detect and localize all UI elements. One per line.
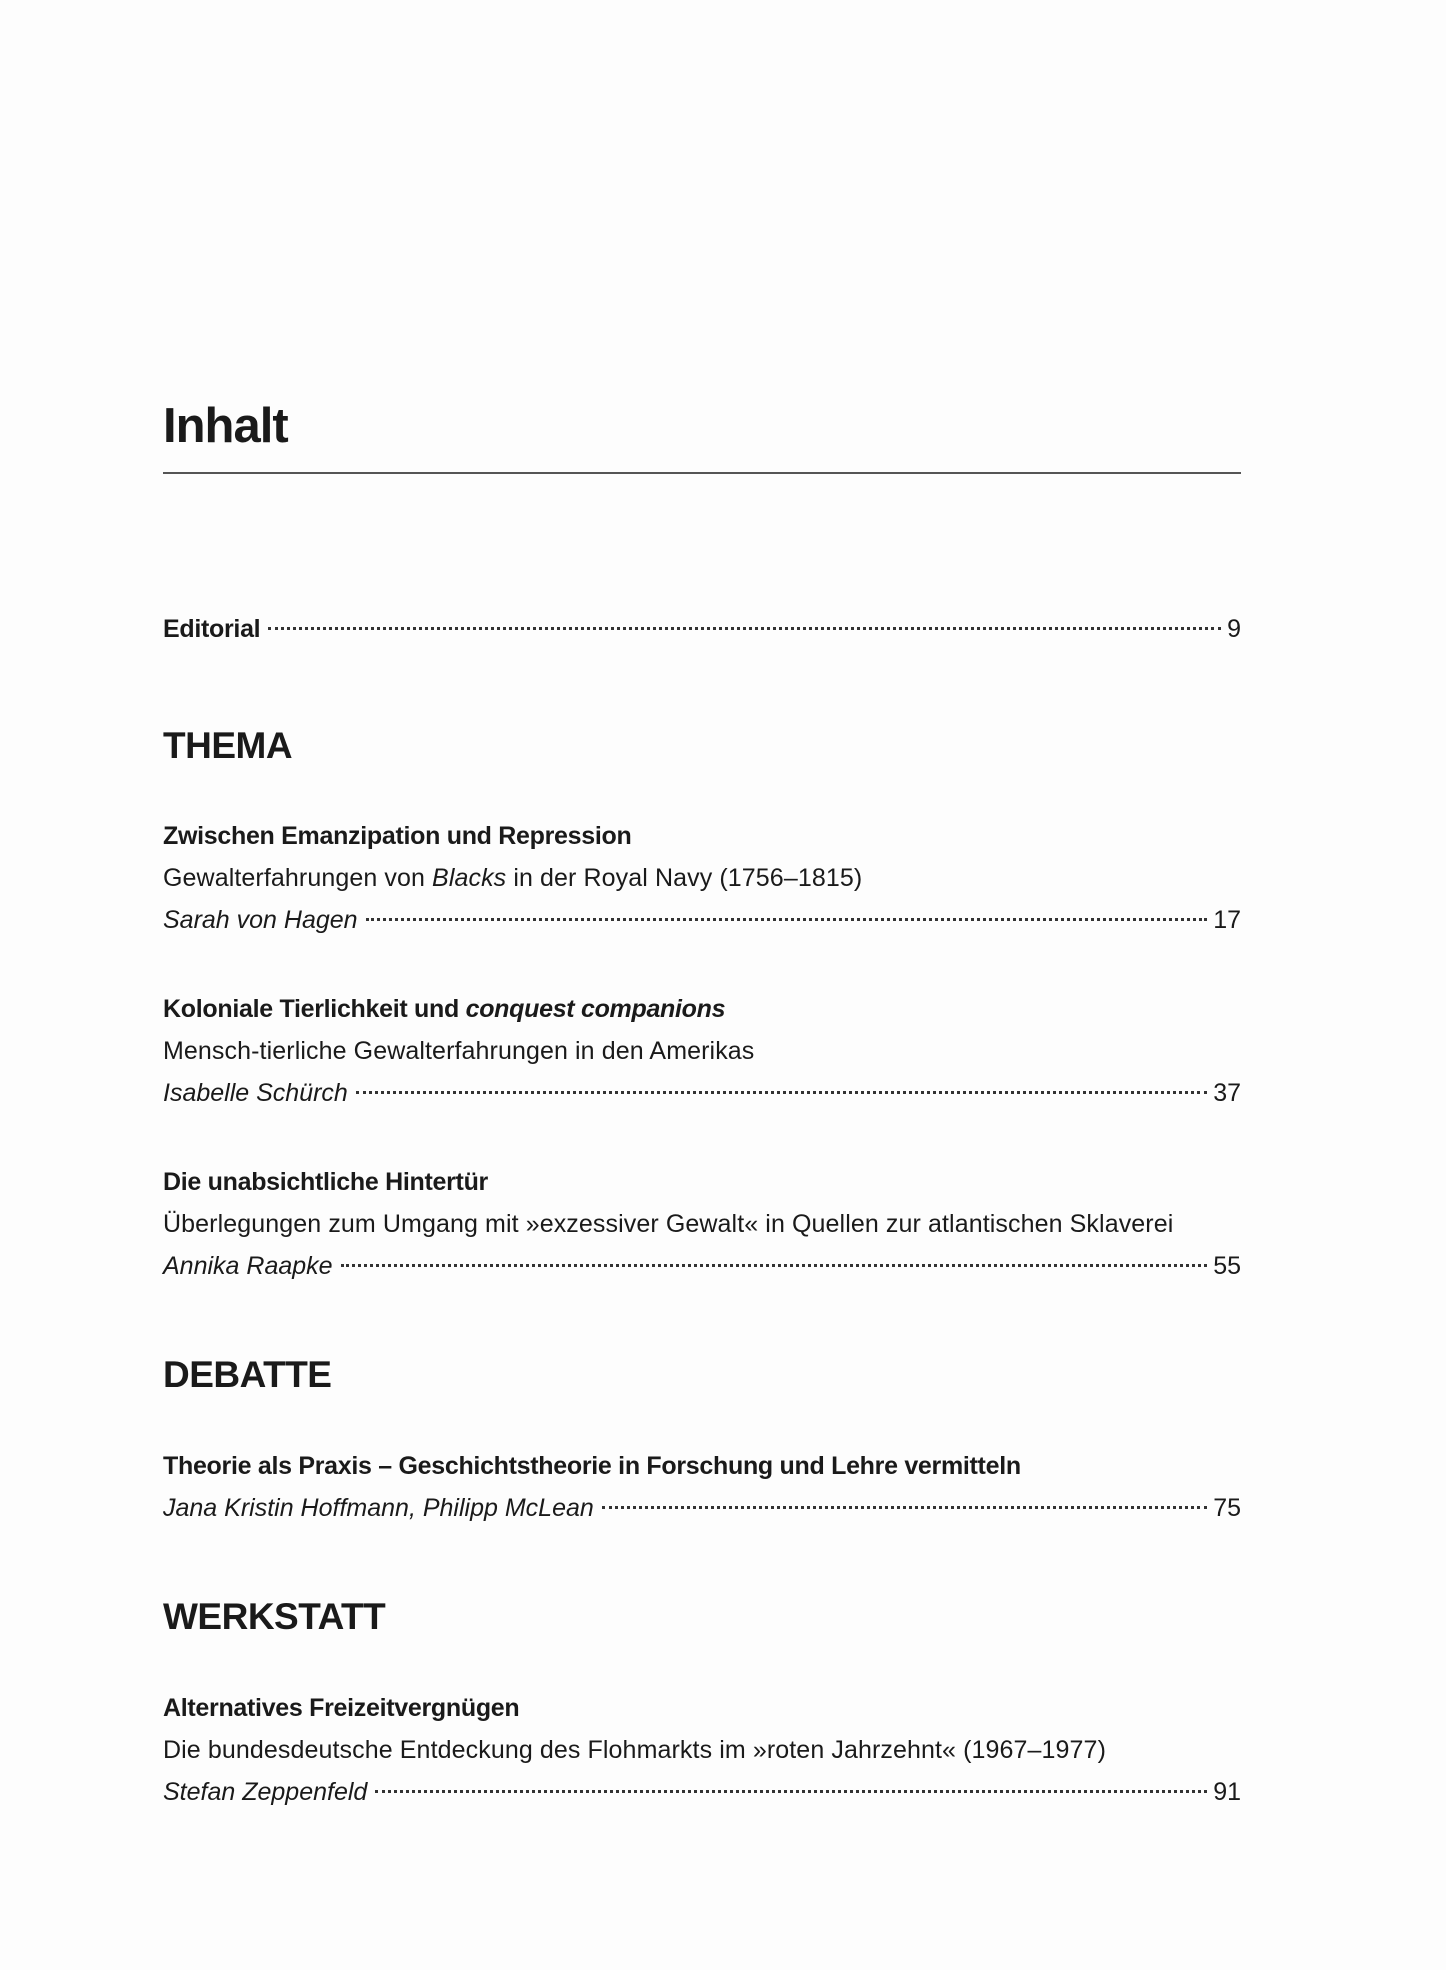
page-number: 75 (1213, 1494, 1241, 1522)
subtitle-text: in der Royal Navy (1756–1815) (506, 864, 863, 892)
entry-title: Die unabsichtliche Hintertür (163, 1168, 488, 1196)
entry-title: Alternatives Freizeitvergnügen (163, 1694, 520, 1722)
section-heading-thema: THEMA (163, 725, 293, 766)
entry-subtitle: Die bundesdeutsche Entdeckung des Flohmarkts im »roten Jahrzehnt« (1967–1977) (163, 1736, 1106, 1764)
dot-leader (375, 1790, 1207, 1793)
page-number: 55 (1213, 1252, 1241, 1280)
entry-title (163, 988, 1241, 1030)
toc-page (163, 0, 1241, 1970)
toc-leader-line (163, 1771, 1241, 1813)
title-italic-text: conquest companions (465, 995, 726, 1023)
dot-leader (366, 918, 1208, 921)
entry-title: Zwischen Emanzipation und Repression (163, 822, 632, 850)
title-divider (163, 472, 1241, 474)
section-heading-werkstatt: WERKSTATT (163, 1596, 386, 1637)
subtitle-text: Gewalterfahrungen von (163, 864, 433, 892)
toc-leader-line (163, 1245, 1241, 1287)
toc-entry[interactable] (163, 1445, 1241, 1529)
dot-leader (268, 627, 1221, 630)
page-title: Inhalt (163, 399, 288, 453)
entry-author: Annika Raapke (163, 1252, 333, 1280)
entry-author: Jana Kristin Hoffmann, Philipp McLean (163, 1494, 594, 1522)
toc-entry[interactable] (163, 1687, 1241, 1813)
dot-leader (602, 1506, 1207, 1509)
page-number: 37 (1213, 1079, 1241, 1107)
page-number: 91 (1213, 1778, 1241, 1806)
entry-author: Isabelle Schürch (163, 1079, 348, 1107)
toc-leader-line (163, 608, 1241, 650)
title-text: Koloniale Tierlichkeit und (163, 995, 466, 1023)
toc-entry[interactable] (163, 988, 1241, 1114)
entry-author: Stefan Zeppenfeld (163, 1778, 368, 1806)
section-heading-debatte: DEBATTE (163, 1354, 332, 1395)
toc-entry[interactable] (163, 815, 1241, 941)
toc-entry[interactable] (163, 1161, 1241, 1287)
entry-author: Sarah von Hagen (163, 906, 358, 934)
toc-entry-editorial[interactable] (163, 608, 1241, 650)
toc-leader-line (163, 1072, 1241, 1114)
entry-title: Editorial (163, 615, 261, 643)
subtitle-italic-text: Blacks (432, 864, 507, 892)
entry-title: Theorie als Praxis – Geschichtstheorie in Forschung und Lehre vermitteln (163, 1452, 1021, 1480)
toc-leader-line (163, 899, 1241, 941)
dot-leader (356, 1091, 1207, 1094)
entry-subtitle (163, 857, 1241, 899)
toc-leader-line (163, 1487, 1241, 1529)
entry-subtitle: Mensch-tierliche Gewalterfahrungen in den Amerikas (163, 1037, 755, 1065)
dot-leader (341, 1264, 1208, 1267)
page-number: 17 (1213, 906, 1241, 934)
entry-subtitle: Überlegungen zum Umgang mit »exzessiver Gewalt« in Quellen zur atlantischen Sklaverei (163, 1210, 1174, 1238)
page-number: 9 (1227, 615, 1241, 643)
